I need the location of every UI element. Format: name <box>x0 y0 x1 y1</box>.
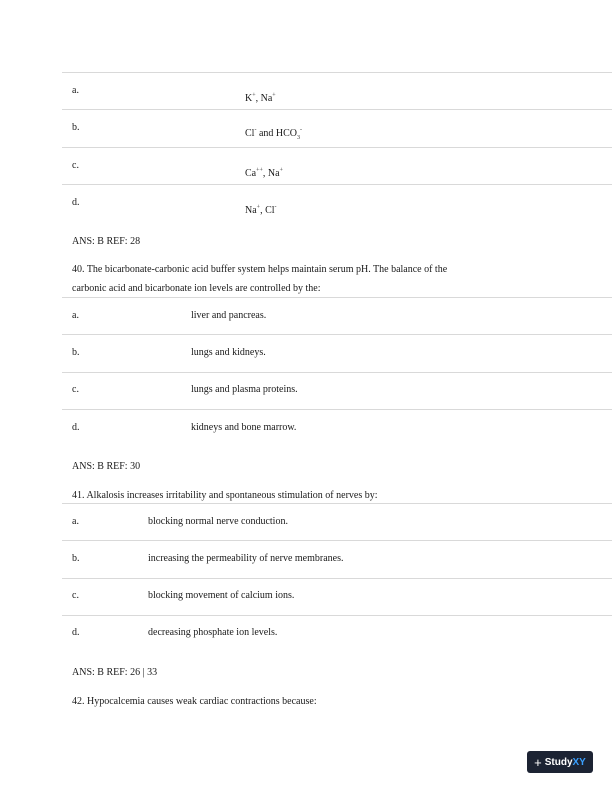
divider <box>62 72 612 73</box>
divider <box>62 615 612 616</box>
option-text: K+, Na+ <box>245 92 276 104</box>
divider <box>62 578 612 579</box>
question-stem: carbonic acid and bicarbonate ion levels are controlled by the: <box>72 283 321 294</box>
question-stem: 42. Hypocalcemia causes weak cardiac contractions because: <box>72 696 317 707</box>
option-letter: a. <box>72 310 79 321</box>
option-text: liver and pancreas. <box>191 310 267 321</box>
option-text: Na+, Cl- <box>245 204 277 216</box>
option-letter: d. <box>72 197 80 208</box>
option-text: lungs and plasma proteins. <box>191 384 298 395</box>
brand-name: StudyXY <box>544 756 586 768</box>
studyxy-logo[interactable] <box>527 751 593 773</box>
question-stem: 41. Alkalosis increases irritability and spontaneous stimulation of nerves by: <box>72 490 378 501</box>
option-letter: b. <box>72 122 80 133</box>
option-letter: c. <box>72 590 79 601</box>
option-text: Ca++, Na+ <box>245 167 283 179</box>
answer-line: ANS: B REF: 26 | 33 <box>72 667 158 678</box>
option-text: Cl- and $HCO_3^-$ <box>245 127 303 141</box>
option-letter: a. <box>72 516 79 527</box>
divider <box>62 503 612 504</box>
divider <box>62 540 612 541</box>
option-letter: d. <box>72 422 80 433</box>
option-letter: c. <box>72 160 79 171</box>
divider <box>62 372 612 373</box>
plus-icon: + <box>534 754 542 770</box>
option-text: blocking movement of calcium ions. <box>148 590 295 601</box>
answer-line: ANS: B REF: 28 <box>72 236 141 247</box>
divider <box>62 184 612 185</box>
option-text: decreasing phosphate ion levels. <box>148 627 278 638</box>
option-letter: d. <box>72 627 80 638</box>
option-text: lungs and kidneys. <box>191 347 266 358</box>
answer-line: ANS: B REF: 30 <box>72 461 141 472</box>
divider <box>62 147 612 148</box>
divider <box>62 109 612 110</box>
option-letter: a. <box>72 85 79 96</box>
question-stem: 40. The bicarbonate-carbonic acid buffer system helps maintain serum pH. The balance of the <box>72 264 448 275</box>
divider <box>62 334 612 335</box>
option-letter: b. <box>72 347 80 358</box>
option-letter: c. <box>72 384 79 395</box>
option-letter: b. <box>72 553 80 564</box>
divider <box>62 297 612 298</box>
option-text: kidneys and bone marrow. <box>191 422 297 433</box>
option-text: blocking normal nerve conduction. <box>148 516 288 527</box>
divider <box>62 409 612 410</box>
option-text: increasing the permeability of nerve membranes. <box>148 553 344 564</box>
